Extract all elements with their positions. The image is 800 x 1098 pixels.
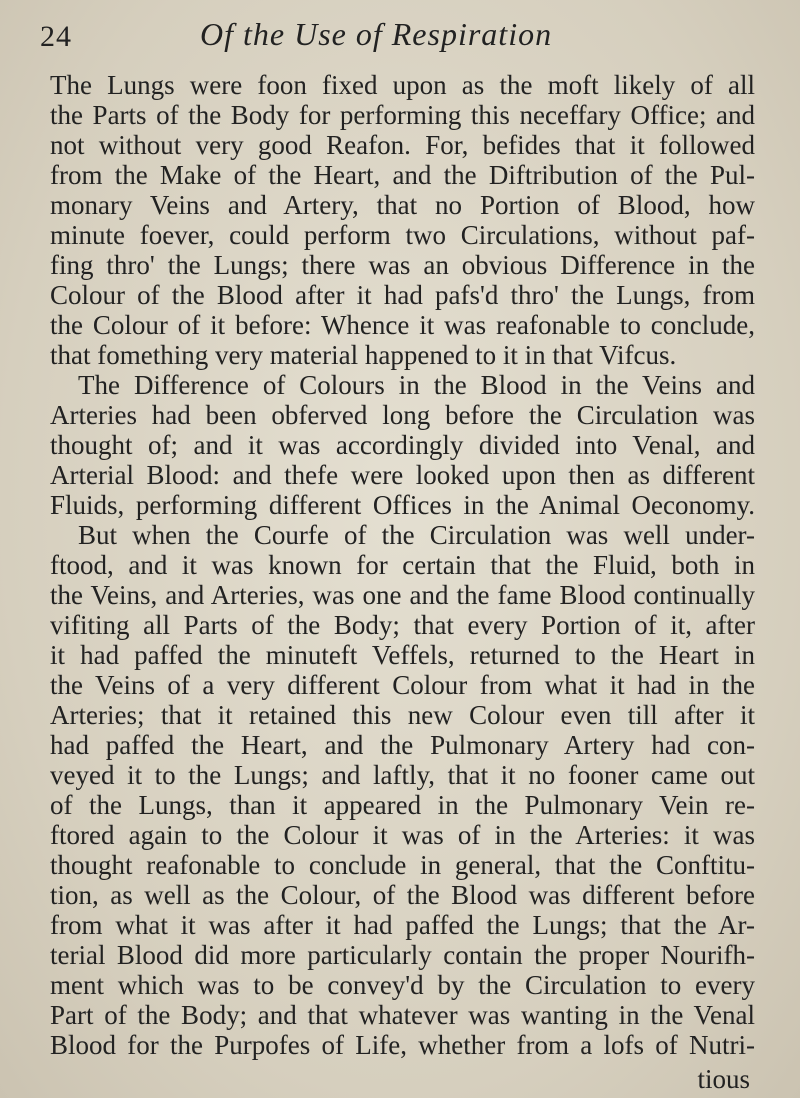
text-line: of the Lungs, than it appeared in the Pulmonary Vein re- (50, 790, 755, 820)
text-line: Part of the Body; and that whatever was wanting in the Venal (50, 1000, 755, 1030)
text-line: Blood for the Purpofes of Life, whether from a lofs of Nutri- (50, 1030, 755, 1060)
text-line: ftood, and it was known for certain that the Fluid, both in (50, 550, 755, 580)
text-line: not without very good Reafon. For, befides that it followed (50, 130, 755, 160)
body-text (50, 70, 755, 1060)
text-line: fing thro' the Lungs; there was an obvious Difference in the (50, 250, 755, 280)
running-title: Of the Use of Respiration (200, 16, 553, 52)
text-line: it had paffed the minuteft Veffels, returned to the Heart in (50, 640, 755, 670)
text-line: ment which was to be convey'd by the Circulation to every (50, 970, 755, 1000)
text-line: Arteries; that it retained this new Colour even till after it (50, 700, 755, 730)
text-line: the Parts of the Body for performing this neceffary Office; and (50, 100, 755, 130)
text-line: from what it was after it had paffed the Lungs; that the Ar- (50, 910, 755, 940)
text-line: Arteries had been obferved long before the Circulation was (50, 400, 755, 430)
text-line: ftored again to the Colour it was of in the Arteries: it was (50, 820, 755, 850)
text-line: Fluids, performing different Offices in the Animal Oeconomy. (50, 490, 755, 520)
text-line: that fomething very material happened to it in that Vifcus. (50, 340, 677, 370)
text-line: veyed it to the Lungs; and laftly, that it no fooner came out (50, 760, 755, 790)
text-line: monary Veins and Artery, that no Portion of Blood, how (50, 190, 755, 220)
text-line: The Difference of Colours in the Blood in the Veins and (78, 370, 755, 400)
catchword: tious (697, 1064, 750, 1094)
text-line: the Colour of it before: Whence it was reafonable to conclude, (50, 310, 755, 340)
text-line: Arterial Blood: and thefe were looked upon then as different (50, 460, 755, 490)
text-line: vifiting all Parts of the Body; that every Portion of it, after (50, 610, 755, 640)
text-line: thought reafonable to conclude in general, that the Conftitu- (50, 850, 755, 880)
text-line: Colour of the Blood after it had pafs'd thro' the Lungs, from (50, 280, 755, 310)
text-line: minute foever, could perform two Circulations, without paf- (50, 220, 755, 250)
text-line: had paffed the Heart, and the Pulmonary Artery had con- (50, 730, 755, 760)
text-line: terial Blood did more particularly contain the proper Nourifh- (50, 940, 755, 970)
page-number: 24 (40, 20, 72, 53)
text-line: The Lungs were foon fixed upon as the moft likely of all (50, 70, 755, 100)
text-line: tion, as well as the Colour, of the Blood was different before (50, 880, 755, 910)
text-line: But when the Courfe of the Circulation was well under- (78, 520, 755, 550)
text-line: the Veins of a very different Colour from what it had in the (50, 670, 755, 700)
text-line: the Veins, and Arteries, was one and the fame Blood continually (50, 580, 755, 610)
page-header (40, 12, 760, 56)
text-line: from the Make of the Heart, and the Diftribution of the Pul- (50, 160, 755, 190)
text-line: thought of; and it was accordingly divided into Venal, and (50, 430, 755, 460)
